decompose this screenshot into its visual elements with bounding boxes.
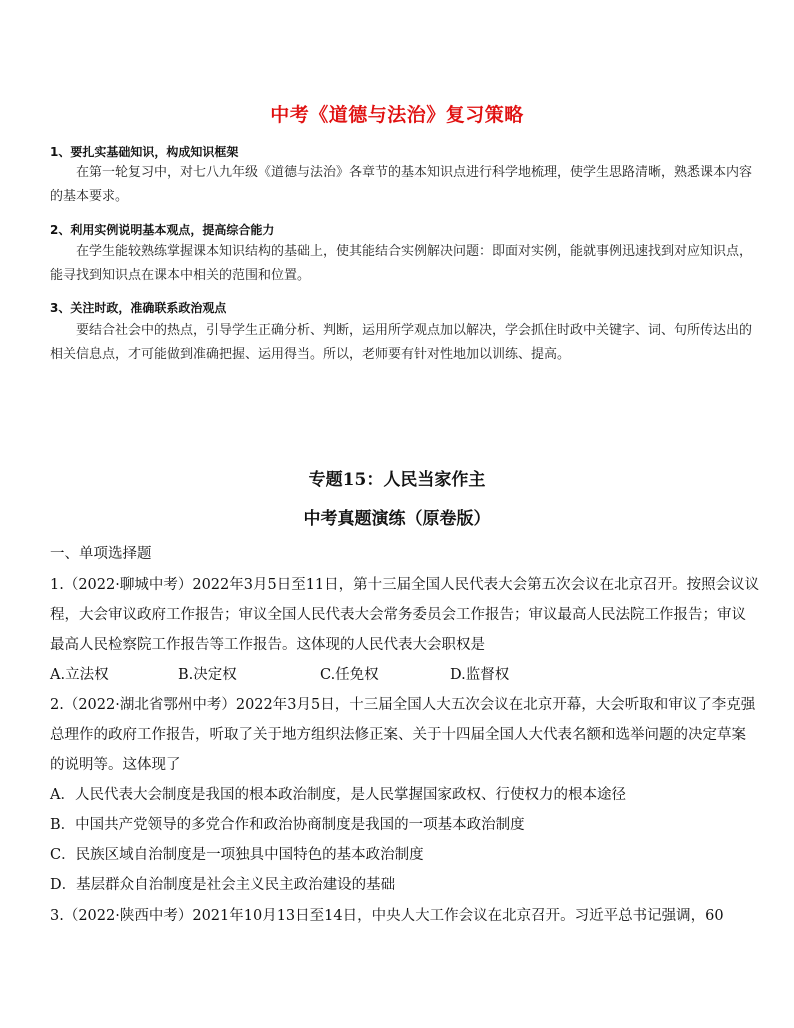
strategy-paragraph-2: 在学生能较熟练掌握课本知识结构的基础上，使其能结合实例解决问题：即面对实例，能就事例迅速找到对应知识点，能寻找到知识点在课本中相关的范围和位置。 [50, 244, 753, 283]
question-1-option-d: D.监督权 [450, 667, 510, 683]
question-2-stem: 2.（2022·湖北省鄂州中考）2022年3月5日，十三届全国人大五次会议在北京开幕，大会听取和审议了李克强总理作的政府工作报告，听取了关于地方组织法修正案、关于十四届全国人大代表名额和选举问题的决定草案的说明等。这体现了 [50, 697, 756, 773]
topic-subtitle: 中考真题演练（原卷版） [303, 509, 491, 529]
question-1-options [50, 660, 760, 690]
topic-title: 专题15：人民当家作主 [308, 470, 486, 490]
strategy-paragraph-1: 在第一轮复习中，对七八九年级《道德与法治》各章节的基本知识点进行科学地梳理，使学生思路清晰，熟悉课本内容的基本要求。 [50, 165, 753, 204]
question-1-option-b: B.决定权 [178, 667, 237, 683]
question-1-option-c: C.任免权 [320, 667, 379, 683]
question-3-stem: 3.（2022·陕西中考）2021年10月13日至14日，中央人大工作会议在北京召开。习近平总书记强调，60 [50, 908, 724, 924]
question-2-option-a: A．人民代表大会制度是我国的根本政治制度，是人民掌握国家政权、行使权力的根本途径 [50, 787, 626, 803]
question-2-option-d: D．基层群众自治制度是社会主义民主政治建设的基础 [50, 877, 396, 893]
question-1-stem: 1.（2022·聊城中考）2022年3月5日至11日，第十三届全国人民代表大会第五次会议在北京召开。按照会议议程，大会审议政府工作报告；审议全国人民代表大会常务委员会工作报告；审议最高人民法院工作报告；审议最高人民检察院工作报告等工作报告。这体现的人民代表大会职权是 [50, 577, 760, 653]
strategy-heading-3: 3、关注时政，准确联系政治观点 [50, 301, 227, 315]
question-2-option-b: B．中国共产党领导的多党合作和政治协商制度是我国的一项基本政治制度 [50, 817, 525, 833]
strategy-title: 中考《道德与法治》复习策略 [270, 104, 524, 126]
part-heading: 一、单项选择题 [50, 546, 152, 562]
strategy-paragraph-3: 要结合社会中的热点，引导学生正确分析、判断，运用所学观点加以解决，学会抓住时政中关键字、词、句所传达出的相关信息点，才可能做到准确把握、运用得当。所以，老师要有针对性地加以训练、提高。 [50, 323, 753, 362]
question-2-option-c: C．民族区域自治制度是一项独具中国特色的基本政治制度 [50, 847, 424, 863]
question-1-option-a: A.立法权 [50, 667, 109, 683]
strategy-heading-1: 1、要扎实基础知识，构成知识框架 [50, 145, 239, 159]
strategy-heading-2: 2、利用实例说明基本观点，提高综合能力 [50, 223, 275, 237]
